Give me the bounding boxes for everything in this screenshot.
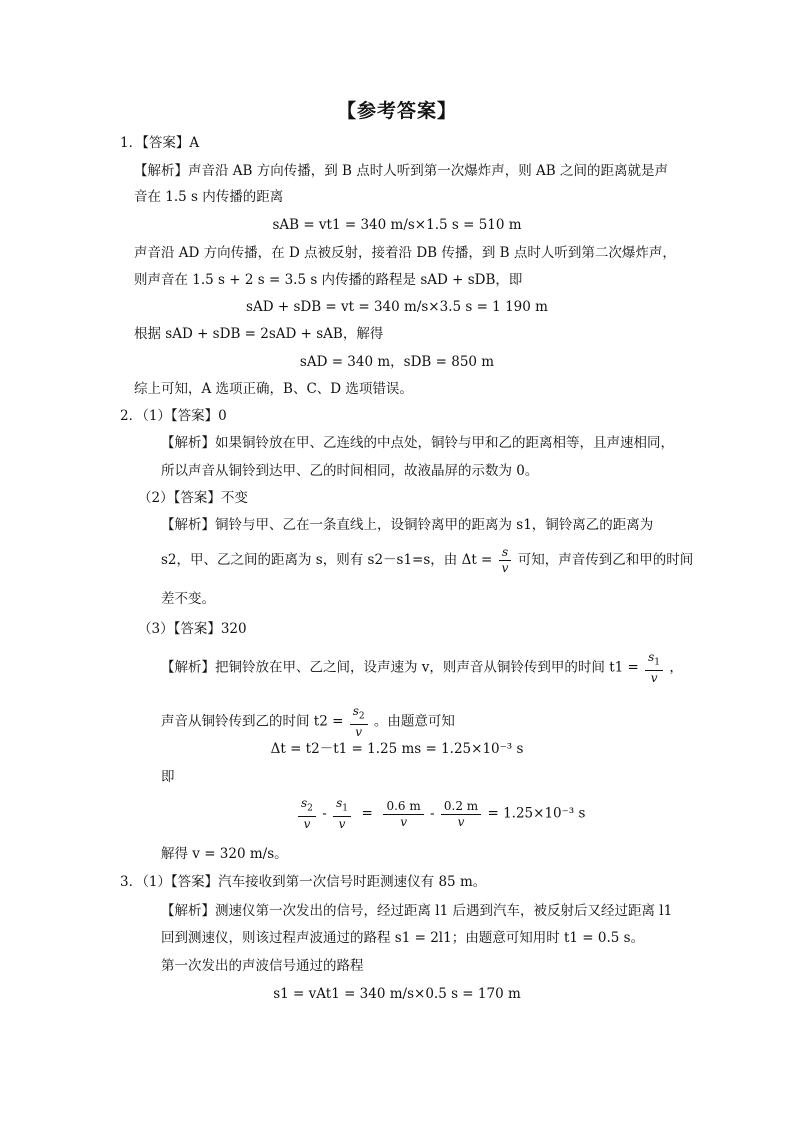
fraction-s2-over-v: $\frac{s_2}{v}$ — [350, 704, 368, 740]
q1-analysis-line-4: 则声音在 1.5 s + 2 s = 3.5 s 内传播的路程是 sAD + sDB，即 — [134, 272, 523, 288]
q2-part3-text-b: 声音从铜铃传到乙的时间 t2 = — [161, 713, 344, 730]
q2-part3-text-a: 【解析】把铜铃放在甲、乙之间，设声速为 v，则声音从铜铃传到甲的时间 t1 = — [161, 659, 639, 676]
q1-analysis-line-3: 声音沿 AD 方向传播，在 D 点被反射，接着沿 DB 传播，到 B 点时人听到第二次爆炸声， — [134, 245, 676, 261]
minus-sign: - — [322, 805, 327, 822]
q2-part3-equation-2 — [296, 796, 585, 832]
q2-part3-result: 解得 v = 320 m/s。 — [161, 846, 288, 862]
q3-part1-answer: 3．（1）【答案】汽车接收到第一次信号时距测速仪有 85 m。 — [120, 874, 487, 890]
q2-part2-answer: （2）【答案】不变 — [138, 490, 248, 506]
q2-part2-analysis-line-1: 【解析】铜铃与甲、乙在一条直线上，设铜铃离甲的距离为 s1，铜铃离乙的距离为 — [161, 517, 654, 533]
q1-equation-1: sAB = vt1 = 340 m/s×1.5 s = 510 m — [272, 217, 522, 233]
q2-part3-text-c: 。由题意可知 — [373, 713, 455, 730]
q3-analysis-line-1: 【解析】测速仪第一次发出的信号，经过距离 l1 后遇到汽车，被反射后又经过距离 l1 — [161, 903, 673, 919]
q1-analysis-line-5: 根据 sAD + sDB = 2sAD + sAB，解得 — [134, 326, 384, 342]
comma: ， — [669, 659, 683, 676]
q1-equation-2: sAD + sDB = vt = 340 m/s×3.5 s = 1 190 m — [246, 299, 548, 315]
q2-part2-analysis-line-2 — [161, 545, 693, 576]
q2-part3-analysis-line-2 — [161, 704, 455, 740]
equals-sign: = — [357, 805, 378, 822]
fraction-s1-over-v: $\frac{s_1}{v}$ — [645, 650, 663, 686]
q2-part1-answer: 2．（1）【答案】0 — [120, 408, 227, 424]
q2-part2-analysis-line-3: 差不变。 — [161, 591, 215, 607]
q2-part1-analysis-line-1: 【解析】如果铜铃放在甲、乙连线的中点处，铜铃与甲和乙的距离相等，且声速相同， — [161, 435, 674, 451]
q1-equation-3: sAD = 340 m，sDB = 850 m — [299, 354, 495, 370]
q3-analysis-line-2: 回到测速仪，则该过程声波通过的路程 s1 = 2l1；由题意可知用时 t1 = 0.5 s。 — [161, 930, 645, 946]
fraction-s-over-v: $\frac{s}{v}$ — [499, 545, 512, 576]
fraction-s1-over-v-eq: $\frac{s_1}{v}$ — [333, 796, 351, 832]
q1-conclusion: 综上可知，A 选项正确，B、C、D 选项错误。 — [134, 381, 413, 397]
q3-analysis-line-3: 第一次发出的声波信号通过的路程 — [161, 958, 364, 974]
q2-part2-text-a: s2，甲、乙之间的距离为 s，则有 s2－s1=s，由 Δt = — [161, 552, 493, 568]
fraction-s2-over-v-eq: $\frac{s_2}{v}$ — [298, 796, 316, 832]
q1-analysis-line-1: 【解析】声音沿 AB 方向传播，到 B 点时人听到第一次爆炸声，则 AB 之间的距离就是声 — [134, 163, 669, 179]
fraction-0.6m-over-v: $\frac{0.6 m}{v}$ — [383, 799, 423, 830]
q1-answer: 1．【答案】A — [120, 135, 200, 151]
q2-part2-text-b: 可知，声音传到乙和甲的时间 — [517, 552, 694, 568]
q2-part3-answer: （3）【答案】320 — [138, 621, 247, 637]
q2-part3-equation-1: Δt = t2－t1 = 1.25 ms = 1.25×10⁻³ s — [270, 741, 524, 757]
q3-equation-1: s1 = vAt1 = 340 m/s×0.5 s = 170 m — [273, 986, 521, 1002]
page-title: 【参考答案】 — [336, 100, 457, 122]
q2-part3-ji: 即 — [161, 769, 175, 785]
q1-analysis-line-2: 音在 1.5 s 内传播的距离 — [134, 189, 284, 205]
q2-part3-analysis-line-1 — [161, 650, 683, 686]
fraction-0.2m-over-v: $\frac{0.2 m}{v}$ — [441, 799, 481, 830]
minus-sign-2: - — [430, 805, 435, 822]
q2-part3-eq2-tail: = 1.25×10⁻³ s — [487, 805, 586, 822]
q2-part1-analysis-line-2: 所以声音从铜铃到达甲、乙的时间相同，故液晶屏的示数为 0。 — [161, 463, 539, 479]
